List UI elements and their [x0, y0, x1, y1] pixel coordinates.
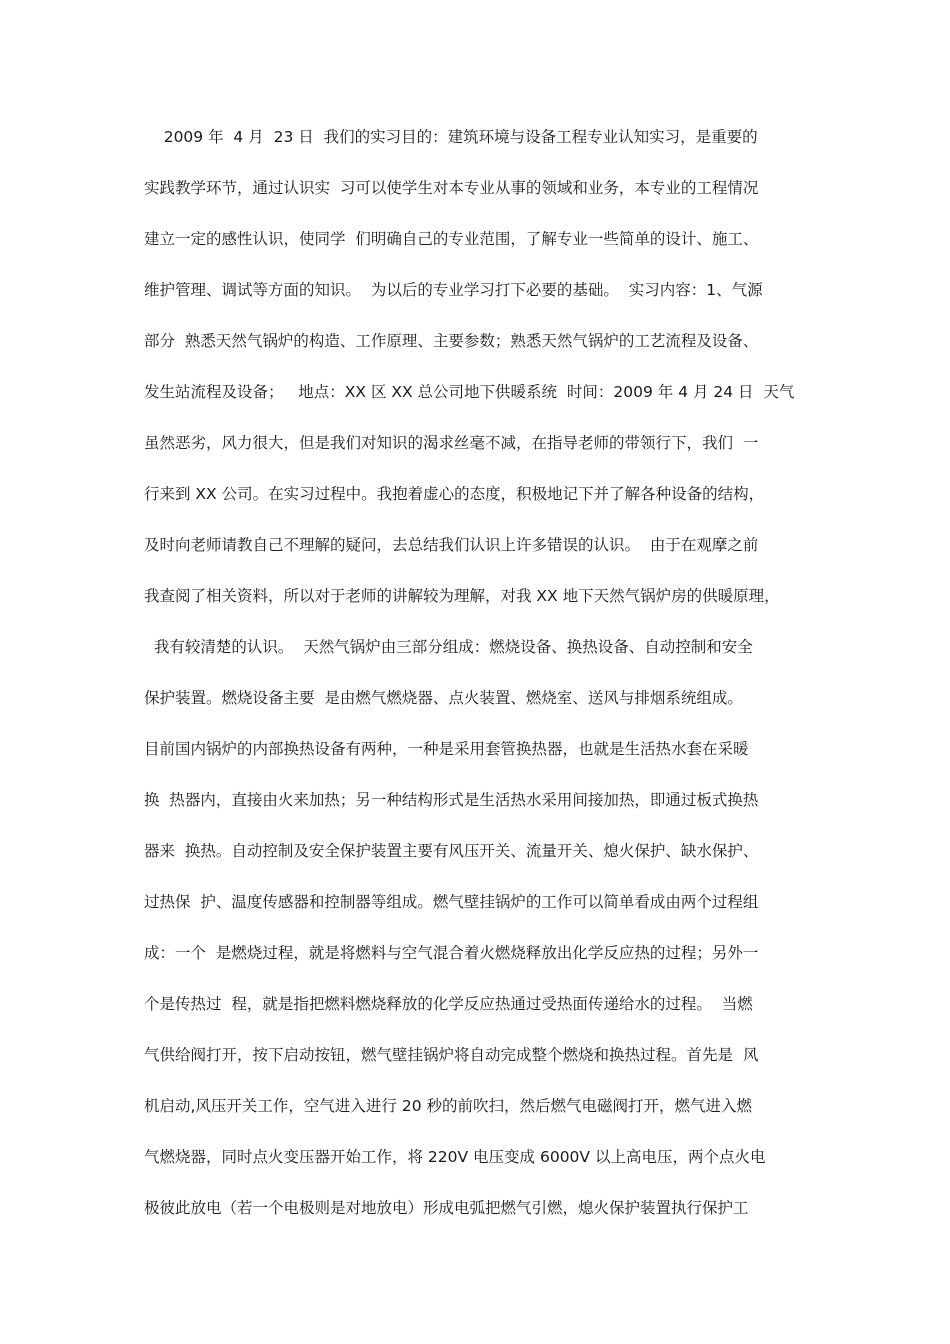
- text-line: 及时向老师请教自己不理解的疑问，去总结我们认识上许多错误的认识。 由于在观摩之前: [144, 536, 759, 554]
- text-line: 保护装置。燃烧设备主要 是由燃气燃烧器、点火装置、燃烧室、送风与排烟系统组成。: [144, 689, 743, 707]
- text-line: 我有较清楚的认识。 天然气锅炉由三部分组成：燃烧设备、换热设备、自动控制和安全: [144, 638, 753, 656]
- text-line: 发生站流程及设备； 地点：XX 区 XX 总公司地下供暖系统 时间：2009 年 4 月 24 日 天气: [144, 383, 795, 401]
- text-line: 行来到 XX 公司。在实习过程中。我抱着虚心的态度，积极地记下并了解各种设备的结构，: [144, 485, 765, 503]
- document-body: [144, 124, 824, 1246]
- text-line: 部分 熟悉天然气锅炉的构造、工作原理、主要参数；熟悉天然气锅炉的工艺流程及设备、: [144, 332, 759, 350]
- text-line: 极彼此放电（若一个电极则是对地放电）形成电弧把燃气引燃，熄火保护装置执行保护工: [144, 1199, 749, 1217]
- text-line: 气燃烧器，同时点火变压器开始工作，将 220V 电压变成 6000V 以上高电压，两个点火电: [144, 1148, 766, 1166]
- text-line: 目前国内锅炉的内部换热设备有两种，一种是采用套管换热器，也就是生活热水套在采暖: [144, 740, 749, 758]
- text-line: 实践教学环节，通过认识实 习可以使学生对本专业从事的领域和业务，本专业的工程情况: [144, 179, 759, 197]
- text-line: 机启动,风压开关工作，空气进入进行 20 秒的前吹扫，然后燃气电磁阀打开，燃气进入燃: [144, 1097, 753, 1115]
- text-line: 建立一定的感性认识，使同学 们明确自己的专业范围，了解专业一些简单的设计、施工、: [144, 230, 759, 248]
- text-line: 虽然恶劣，风力很大，但是我们对知识的渴求丝毫不减，在指导老师的带领行下，我们 一: [144, 434, 759, 452]
- text-line: 过热保 护、温度传感器和控制器等组成。燃气壁挂锅炉的工作可以简单看成由两个过程组: [144, 893, 759, 911]
- text-line: 换 热器内，直接由火来加热；另一种结构形式是生活热水采用间接加热，即通过板式换热: [144, 791, 759, 809]
- text-line: 2009 年 4 月 23 日 我们的实习目的：建筑环境与设备工程专业认知实习，是重要的: [144, 128, 758, 146]
- text-line: 我查阅了相关资料，所以对于老师的讲解较为理解，对我 XX 地下天然气锅炉房的供暖原理，: [144, 587, 780, 605]
- text-line: 成：一个 是燃烧过程，就是将燃料与空气混合着火燃烧释放出化学反应热的过程；另外一: [144, 944, 759, 962]
- text-line: 器来 换热。自动控制及安全保护装置主要有风压开关、流量开关、熄火保护、缺水保护、: [144, 842, 759, 860]
- text-line: 维护管理、调试等方面的知识。 为以后的专业学习打下必要的基础。 实习内容：1、气源: [144, 281, 763, 299]
- text-line: 气供给阀打开，按下启动按钮，燃气壁挂锅炉将自动完成整个燃烧和换热过程。首先是 风: [144, 1046, 759, 1064]
- text-line: 个是传热过 程，就是指把燃料燃烧释放的化学反应热通过受热面传递给水的过程。 当燃: [144, 995, 753, 1013]
